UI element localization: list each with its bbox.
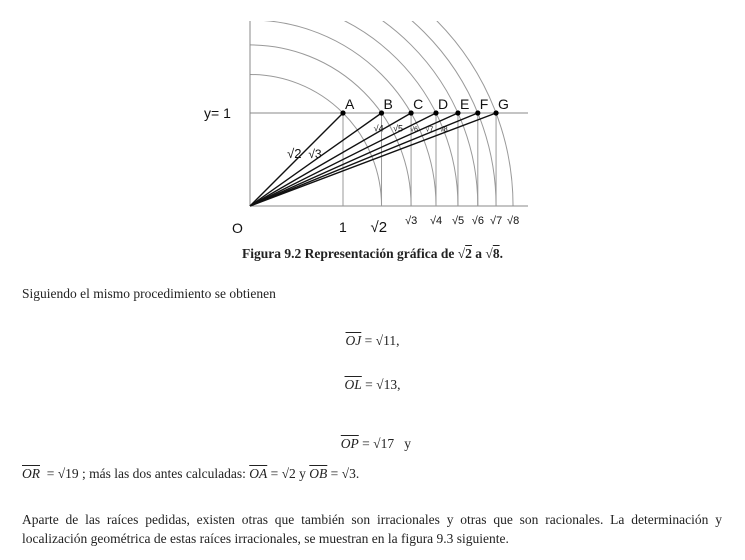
equation-oj: $\overline{OJ} = √11$, bbox=[345, 333, 400, 348]
point-label-A: A bbox=[345, 96, 355, 112]
equation-op: $\overline{OP} = √17$ y bbox=[340, 436, 411, 451]
x-tick-label-0: 1 bbox=[339, 219, 347, 235]
segment-OC bbox=[250, 113, 411, 206]
punct: . bbox=[355, 466, 360, 481]
radicand: 19 bbox=[65, 466, 79, 481]
equals: = bbox=[40, 466, 58, 481]
point-label-D: D bbox=[438, 96, 449, 112]
punct: , bbox=[396, 333, 400, 348]
segment-oa: $\overline{OA}$ bbox=[249, 466, 268, 481]
punct: , bbox=[397, 377, 401, 392]
point-label-B: B bbox=[383, 96, 393, 112]
radicand: 11 bbox=[383, 333, 397, 348]
radicand: 13 bbox=[383, 377, 398, 392]
radicand: 17 bbox=[380, 436, 395, 451]
caption-mid: a bbox=[471, 246, 486, 261]
x-tick-label-6: √7 bbox=[490, 215, 503, 227]
segment-ob: $\overline{OB}$ bbox=[309, 466, 328, 481]
point-label-G: G bbox=[498, 96, 509, 112]
point-label-F: F bbox=[479, 96, 489, 112]
segment-label-5: √7 bbox=[425, 126, 434, 134]
equals: = bbox=[361, 333, 376, 348]
caption-sqrt-from: √2 bbox=[457, 246, 472, 261]
equals: = bbox=[327, 466, 342, 481]
text: y bbox=[295, 466, 310, 481]
x-tick-label-5: √6 bbox=[471, 215, 484, 227]
radicand: 2 bbox=[289, 466, 296, 481]
caption-sqrt-to: √8 bbox=[485, 246, 500, 261]
y-line-label: y= 1 bbox=[204, 105, 231, 121]
point-label-C: C bbox=[413, 96, 424, 112]
equals: = bbox=[358, 436, 374, 451]
x-tick-label-2: √3 bbox=[405, 215, 418, 227]
segment-label-1: √3 bbox=[308, 146, 322, 161]
figure-caption bbox=[0, 246, 745, 262]
punct: y bbox=[394, 436, 411, 451]
segment-ol: $\overline{OL}$ bbox=[344, 377, 362, 392]
segment-oj: $\overline{OJ}$ bbox=[345, 333, 362, 348]
caption-prefix: Figura 9.2 Representación gráfica de bbox=[242, 246, 458, 261]
x-tick-label-3: √4 bbox=[430, 215, 443, 227]
caption-suffix: . bbox=[499, 246, 503, 261]
segment-label-0: √2 bbox=[287, 145, 302, 161]
segment-op: $\overline{OP}$ bbox=[340, 436, 359, 451]
point-label-E: E bbox=[459, 96, 470, 112]
sqrt-construction-diagram bbox=[0, 0, 745, 240]
segment-or: $\overline{OR}$ bbox=[22, 466, 40, 481]
intro-text: Siguiendo el mismo procedimiento se obtienen bbox=[22, 286, 276, 301]
x-tick-label-1: √2 bbox=[370, 219, 388, 236]
radicand: 3 bbox=[349, 466, 356, 481]
equation-line-or: $\overline{OR} = √19$ ; más las dos antes calculadas: $\overline{OA} = √2$ y $\overline{OB} = √3$. bbox=[22, 466, 360, 481]
segment-label-3: √5 bbox=[393, 123, 404, 134]
equals: = bbox=[267, 466, 282, 481]
segment-label-2: √4 bbox=[373, 123, 384, 134]
x-tick-label-7: √8 bbox=[507, 215, 520, 227]
x-tick-label-4: √5 bbox=[451, 215, 465, 227]
segment-label-6: √8 bbox=[439, 126, 448, 134]
origin-label: O bbox=[232, 220, 243, 236]
body-paragraph: Aparte de las raíces pedidas, existen otras que también son irracionales y otras que son racionales. La determinación y localización geométrica de estas raíces irracionales, se muestran en la figura 9.3 siguiente. bbox=[22, 512, 722, 546]
equation-ol: $\overline{OL} = √13$, bbox=[344, 377, 401, 392]
text: ; más las dos antes calculadas: bbox=[78, 466, 250, 481]
equals: = bbox=[361, 377, 377, 392]
segment-label-4: √6 bbox=[410, 126, 418, 134]
